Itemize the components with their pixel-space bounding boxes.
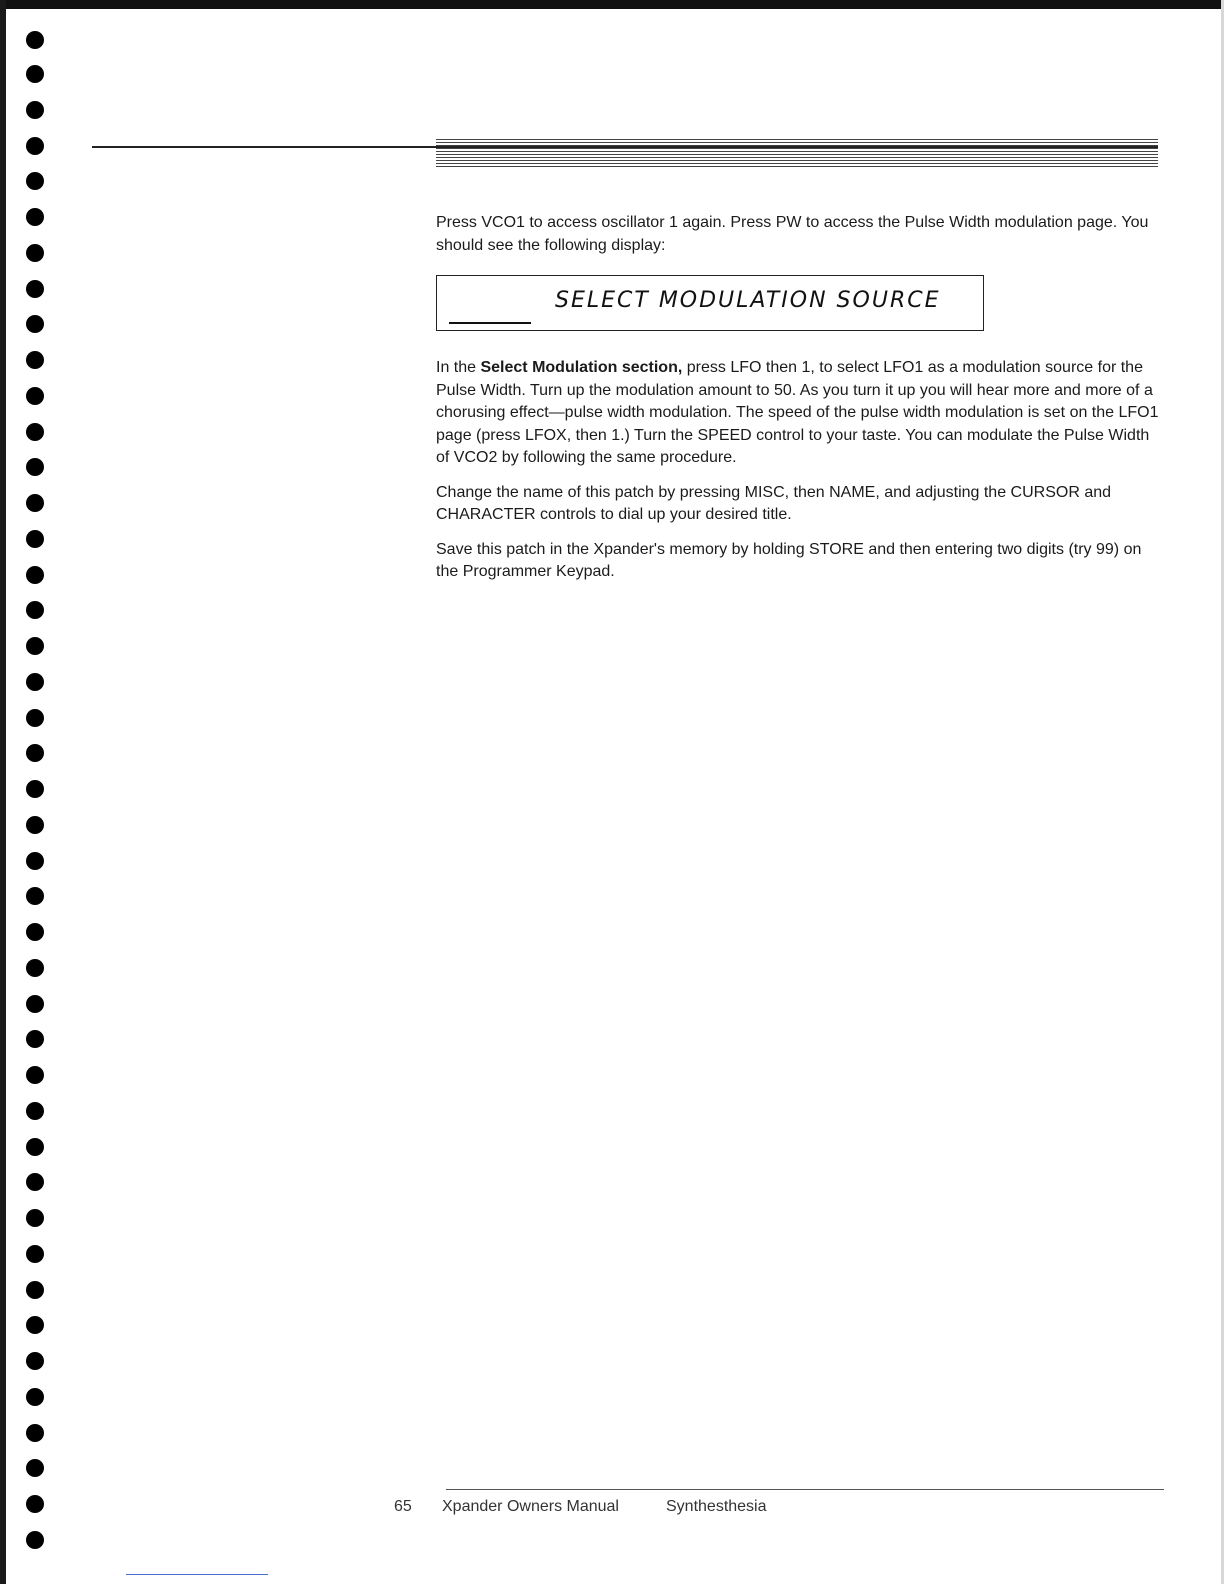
- binding-hole: [26, 601, 44, 619]
- header-stripes: [436, 139, 1158, 169]
- section-title: Synthesthesia: [666, 1498, 767, 1515]
- intro-paragraph: Press VCO1 to access oscillator 1 again. Press PW to access the Pulse Width modulation page. You should see the following display:: [436, 214, 1149, 254]
- binding-hole: [26, 137, 44, 155]
- binding-hole: [26, 637, 44, 655]
- binding-hole: [26, 744, 44, 762]
- binding-hole: [26, 530, 44, 548]
- display-cursor: [449, 322, 531, 324]
- binding-hole: [26, 1102, 44, 1120]
- binding-hole: [26, 1424, 44, 1442]
- paragraph-rest: press LFO then 1, to select LFO1 as a modulation source for the Pulse Width. Turn up the modulation amount to 50. As you turn it up you will hear more and more of a chorusing effect—pulse width modulation. The speed of the pulse width modulation is set on the LFO1 page (press LFOX, then 1.) Turn the SPEED control to your taste. You can modulate the Pulse Width of VCO2 by following the same procedure.: [436, 359, 1159, 466]
- display-text: SELECT MODULATION SOURCE: [555, 288, 941, 313]
- binding-hole: [26, 1495, 44, 1513]
- binding-hole: [26, 709, 44, 727]
- footer-rule: [446, 1489, 1164, 1490]
- bold-term: Select Modulation section,: [480, 359, 683, 376]
- paragraph-prefix: In the: [436, 359, 481, 376]
- binding-hole: [26, 1173, 44, 1191]
- binding-hole: [26, 1352, 44, 1370]
- binding-hole: [26, 1316, 44, 1334]
- binding-hole: [26, 31, 44, 49]
- binding-hole: [26, 494, 44, 512]
- page-number: 65: [394, 1498, 412, 1515]
- binding-hole: [26, 1066, 44, 1084]
- binding-hole: [26, 852, 44, 870]
- binding-hole: [26, 780, 44, 798]
- page-footer: [394, 1498, 767, 1516]
- scan-top-border: [0, 0, 1224, 9]
- binding-hole: [26, 566, 44, 584]
- binding-hole: [26, 673, 44, 691]
- binding-hole: [26, 351, 44, 369]
- binding-hole: [26, 1138, 44, 1156]
- binding-hole: [26, 959, 44, 977]
- binding-hole: [26, 995, 44, 1013]
- binding-hole: [26, 1245, 44, 1263]
- binding-hole: [26, 923, 44, 941]
- binding-hole: [26, 101, 44, 119]
- binding-hole: [26, 1531, 44, 1549]
- binding-hole: [26, 1209, 44, 1227]
- binding-hole: [26, 280, 44, 298]
- binding-hole: [26, 65, 44, 83]
- binding-hole: [26, 887, 44, 905]
- binding-hole: [26, 458, 44, 476]
- binding-hole: [26, 387, 44, 405]
- binding-hole: [26, 1459, 44, 1477]
- binding-hole: [26, 208, 44, 226]
- binding-hole: [26, 816, 44, 834]
- lcd-display: [436, 275, 984, 331]
- binding-hole: [26, 1388, 44, 1406]
- manual-title: Xpander Owners Manual: [442, 1498, 619, 1515]
- page-content: [436, 212, 1164, 596]
- binding-hole: [26, 423, 44, 441]
- binding-holes: [0, 0, 70, 1584]
- binding-hole: [26, 1281, 44, 1299]
- binding-hole: [26, 244, 44, 262]
- binding-hole: [26, 172, 44, 190]
- select-modulation-paragraph: [436, 357, 1164, 470]
- scan-artifact-line: [126, 1574, 268, 1575]
- binding-hole: [26, 1030, 44, 1048]
- rename-paragraph: Change the name of this patch by pressing MISC, then NAME, and adjusting the CURSOR and CHARACTER controls to dial up your desired title.: [436, 483, 1112, 523]
- save-paragraph: Save this patch in the Xpander's memory by holding STORE and then entering two digits (try 99) on the Programmer Keypad.: [436, 540, 1142, 580]
- binding-hole: [26, 315, 44, 333]
